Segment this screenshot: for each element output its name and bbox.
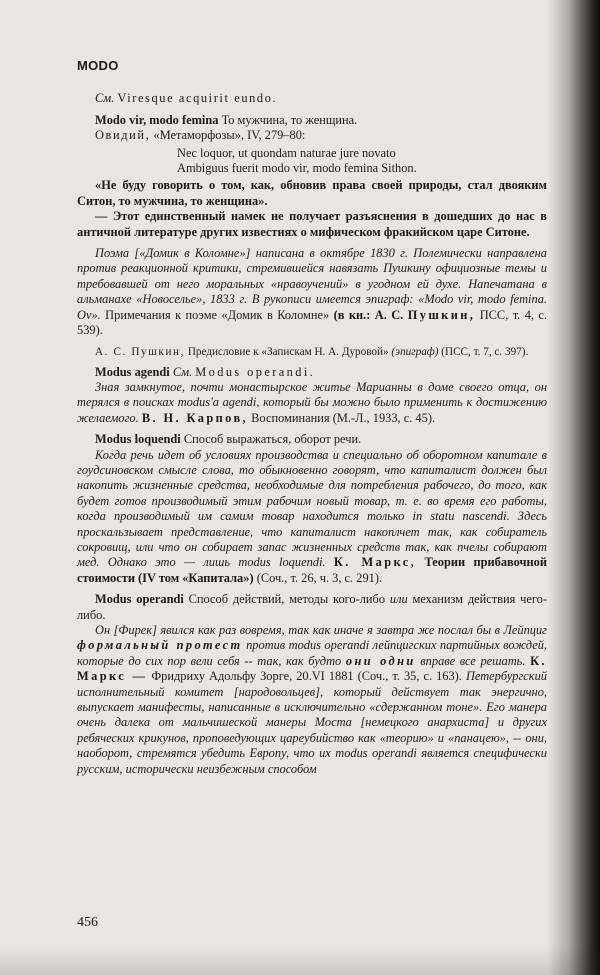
pushkin-note-ref: ПСС, т. 4, с. 539).	[77, 307, 547, 338]
entry-translation: Способ выражаться, оборот речи.	[183, 432, 362, 447]
karpov-quote	[77, 380, 547, 426]
pushkin-preface	[77, 345, 547, 359]
see-label: См.	[95, 91, 115, 106]
see-also-viresque	[77, 91, 547, 106]
book-spine-shadow	[548, 0, 600, 975]
preface-text: Предисловие к «Запискам Н. А. Дуровой»	[187, 345, 389, 358]
see-label: См.	[172, 364, 193, 379]
marx-ref: (Соч., т. 26, ч. 3, с. 291).	[256, 570, 383, 585]
preface-author: А. С. Пушкин,	[95, 345, 186, 358]
entry-term: Modus operandi	[95, 592, 184, 607]
entry-term: Modus agendi	[95, 364, 170, 379]
ovid-author: Овидий,	[95, 128, 151, 143]
page-bottom-shade	[0, 945, 600, 975]
marx-quote-2-spaced-2: они одни	[345, 653, 416, 668]
preface-epigraph: (эпиграф)	[391, 345, 439, 358]
marx-quote-2-text-4: Петербургский исполнительный комитет [народовольцев], который действует так энергично, выпускает манифесты, написанные в исключительно «сдержанном тоне». Его манера очень далека от мальчишеской манеры Моста [немецкого анархиста] и других ребяческих крикунов, проповедующих цареубийство как «теорию» и «панацею», -- они, наоборот, стремятся убедить Европу, что их modus operandi является специфически русским, исторически неизбежным способом	[77, 669, 547, 776]
karpov-source: Воспоминания (М.-Л., 1933, с. 45).	[251, 410, 436, 425]
pushkin-note-italic: Поэма [«Домик в Коломне»] написана в октябре 1830 г. Полемически направлена против реакционной критики, стремившейся навязать Пушкину официозные темы и требовавшей от него моральных «нравоучений» в угодном ей духе. Напечатана в альманахе «Новоселье», 1833 г. В рукописи имеется эпиграф: «Modo vir, modo femina. Ov».	[77, 246, 547, 322]
entry-term: Modo vir, modo femina	[95, 112, 219, 127]
pushkin-note-plain: Примечания к поэме «Домик в Коломне»	[105, 307, 330, 322]
marx-quote-2-recipient: Фридриху Адольфу Зорге, 20.VI 1881	[151, 669, 354, 684]
preface-ref: (ПСС, т. 7, с. 397).	[441, 345, 529, 358]
see-ref: Viresque acquirit eundo.	[117, 91, 278, 106]
entry-translation-2: механизм действия чего-либо.	[77, 592, 547, 622]
page-number: 456	[77, 915, 98, 930]
ovid-source	[77, 128, 547, 143]
entry-translation: То мужчина, то женщина.	[221, 112, 358, 127]
commentary: — Этот единственный намек не получает разъяснения в дошедших до нас в античной литературе других известиях о мифическом фракийском царе Ситоне.	[77, 209, 547, 239]
entry-modo-vir	[77, 113, 547, 128]
marx-quote-1	[77, 448, 547, 587]
verse-line-2: Ambiguus fuerit modo vir, modo femina Sithon.	[177, 161, 417, 176]
running-head: MODO	[77, 58, 119, 73]
marx-quote-2-author: К. Маркс —	[77, 653, 547, 684]
see-ref: Modus operandi.	[195, 364, 316, 379]
marx-quote-2-ref: (Соч., т. 35, с. 163).	[357, 669, 462, 684]
page-content	[77, 58, 547, 777]
pushkin-note-ref-prefix: (в кн.: А. С.	[333, 307, 404, 322]
marx-author: К. Маркс,	[333, 555, 417, 570]
entry-modus-agendi	[77, 365, 547, 380]
entry-translation: Способ действий, методы кого-либо	[188, 592, 386, 607]
marx-quote-2-text-2: против modus operandi лейпцигских партийных вождей, которые до сих пор вели себя -- так, как будто	[77, 638, 547, 668]
entry-term: Modus loquendi	[95, 432, 181, 447]
karpov-author: В. Н. Карпов,	[141, 410, 249, 425]
verse-line-1: Nec loquor, ut quondam naturae jure novato	[177, 145, 396, 160]
marx-quote-2-spaced-1: формальный протест	[77, 638, 243, 653]
marx-quote-1-text: Когда речь идет об условиях производства и специально об оборотном капитале в гоудсиновском смысле слова, то обыкновенно говорят, что капиталист должен был накопить жизненные средства, необходимые для потребления рабочего, до того, как будет готов производимый этим рабочим новый товар, т. е. во время его работы, когда производимый им самим товар находится только in statu nascendi. Здесь проскальзывает представление, что капиталист накоплчет так, как собиратель сокровищ, или что он собирает запас жизненных средств так, как пчелы собирают мед. Однако это — лишь modus loquendi.	[77, 447, 547, 570]
entry-or: или	[389, 592, 408, 607]
latin-verse	[77, 146, 547, 177]
marx-quote-2	[77, 623, 547, 777]
marx-quote-2-text-3: вправе все решать.	[420, 653, 526, 668]
marx-work: Теории прибавочной стоимости (IV том «Капитала»)	[77, 555, 547, 585]
pushkin-note	[77, 246, 547, 338]
translation-quote: «Не буду говорить о том, как, обновив права своей природы, стал двояким Ситон, то мужчина, то женщина».	[77, 178, 547, 208]
pushkin-note-author: Пушкин,	[407, 307, 476, 322]
marx-quote-2-text-1: Он [Фирек] явился как раз вовремя, так как иначе я завтра же послал бы в Лейпциг	[95, 623, 547, 637]
ovid-work: «Метаморфозы», IV, 279–80:	[153, 128, 306, 143]
karpov-quote-text: Зная замкнутое, почти монастырское житье Марианны в доме своего отца, он терялся в поисках modus'a agendi, который бы можно было применить к достижению желаемого.	[77, 379, 547, 425]
entry-modus-loquendi	[77, 432, 547, 447]
entry-modus-operandi	[77, 592, 547, 623]
